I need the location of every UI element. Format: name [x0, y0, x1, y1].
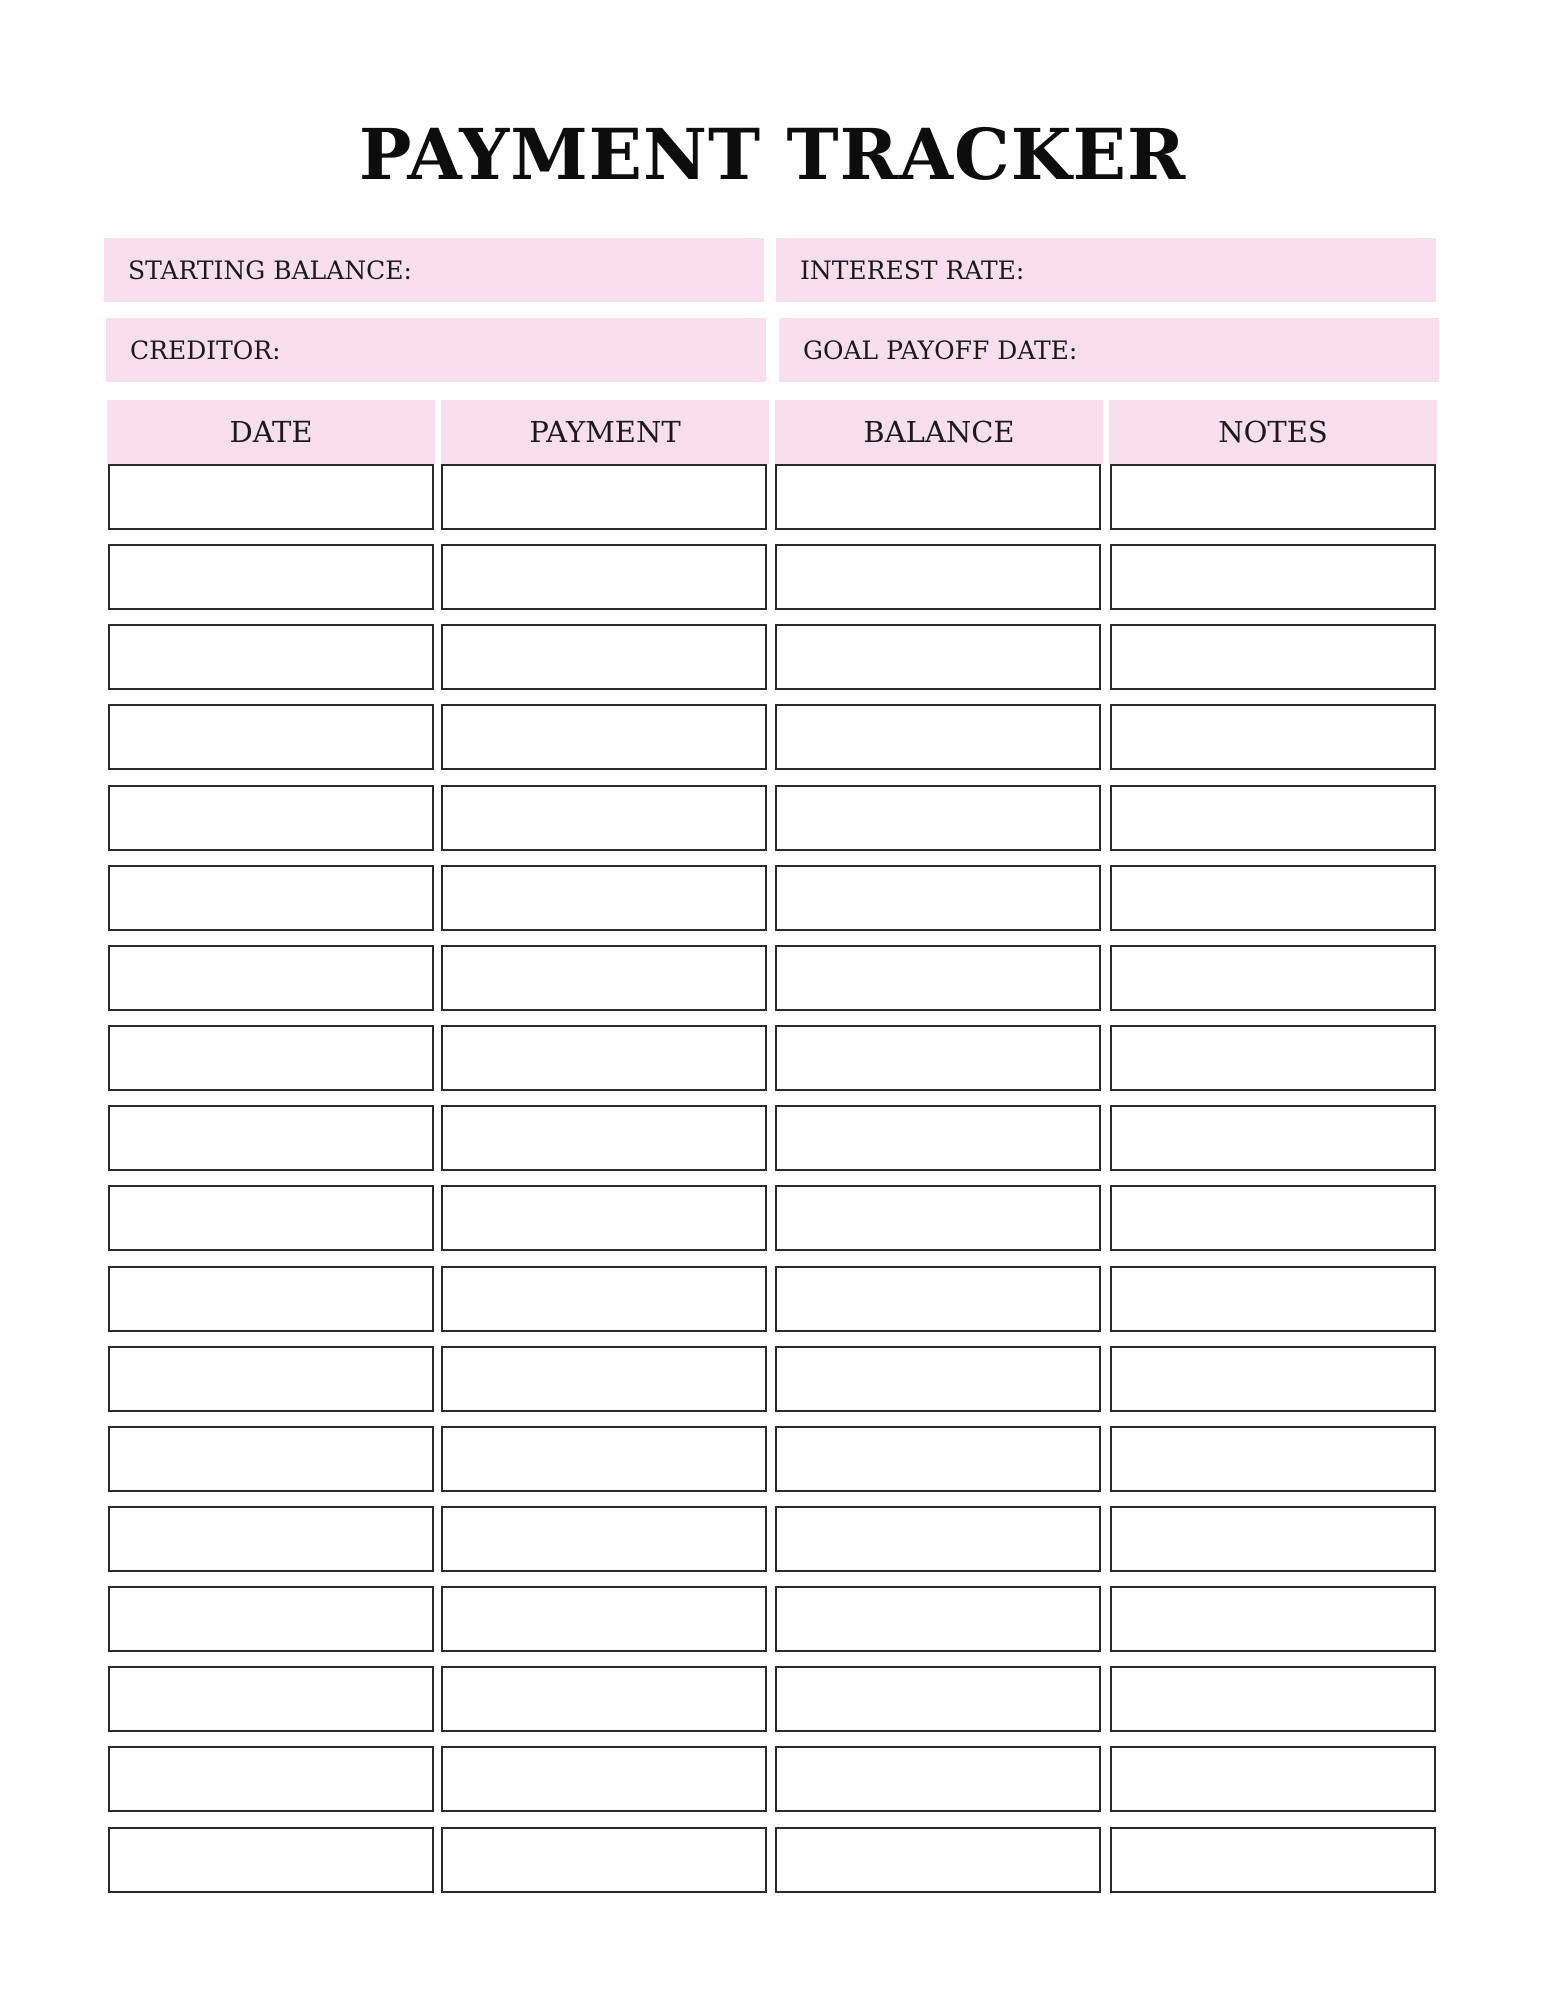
- table-cell-payment[interactable]: [441, 945, 767, 1011]
- table-cell-payment[interactable]: [441, 865, 767, 931]
- column-header-notes: NOTES: [1109, 400, 1437, 464]
- interest-rate-field[interactable]: [776, 238, 1436, 302]
- table-cell-date[interactable]: [108, 785, 434, 851]
- table-cell-notes[interactable]: [1110, 1746, 1436, 1812]
- table-cell-balance[interactable]: [775, 704, 1101, 770]
- table-cell-date[interactable]: [108, 945, 434, 1011]
- table-cell-date[interactable]: [108, 1746, 434, 1812]
- table-cell-notes[interactable]: [1110, 1185, 1436, 1251]
- table-cell-balance[interactable]: [775, 1586, 1101, 1652]
- column-header-balance: BALANCE: [775, 400, 1103, 464]
- table-cell-notes[interactable]: [1110, 1827, 1436, 1893]
- table-cell-payment[interactable]: [441, 1666, 767, 1732]
- table-cell-payment[interactable]: [441, 1746, 767, 1812]
- creditor-field[interactable]: [106, 318, 766, 382]
- table-cell-notes[interactable]: [1110, 1666, 1436, 1732]
- table-cell-date[interactable]: [108, 1185, 434, 1251]
- table-cell-balance[interactable]: [775, 1346, 1101, 1412]
- table-cell-date[interactable]: [108, 1426, 434, 1492]
- table-cell-payment[interactable]: [441, 624, 767, 690]
- table-cell-balance[interactable]: [775, 945, 1101, 1011]
- table-cell-balance[interactable]: [775, 1827, 1101, 1893]
- table-cell-payment[interactable]: [441, 1185, 767, 1251]
- table-cell-notes[interactable]: [1110, 785, 1436, 851]
- starting-balance-label: STARTING BALANCE:: [128, 255, 412, 285]
- goal-payoff-date-label: GOAL PAYOFF DATE:: [803, 335, 1078, 365]
- table-cell-notes[interactable]: [1110, 1346, 1436, 1412]
- table-cell-date[interactable]: [108, 544, 434, 610]
- column-header-payment: PAYMENT: [441, 400, 769, 464]
- table-cell-date[interactable]: [108, 1827, 434, 1893]
- table-cell-date[interactable]: [108, 704, 434, 770]
- table-cell-balance[interactable]: [775, 1426, 1101, 1492]
- table-cell-balance[interactable]: [775, 865, 1101, 931]
- table-cell-payment[interactable]: [441, 544, 767, 610]
- table-cell-date[interactable]: [108, 464, 434, 530]
- table-cell-balance[interactable]: [775, 785, 1101, 851]
- table-cell-balance[interactable]: [775, 464, 1101, 530]
- table-cell-balance[interactable]: [775, 1666, 1101, 1732]
- table-cell-notes[interactable]: [1110, 544, 1436, 610]
- table-cell-balance[interactable]: [775, 1185, 1101, 1251]
- table-cell-balance[interactable]: [775, 1105, 1101, 1171]
- page-title: PAYMENT TRACKER: [358, 113, 1187, 196]
- table-cell-balance[interactable]: [775, 1025, 1101, 1091]
- table-cell-date[interactable]: [108, 1666, 434, 1732]
- table-cell-balance[interactable]: [775, 1266, 1101, 1332]
- table-cell-payment[interactable]: [441, 1346, 767, 1412]
- table-cell-notes[interactable]: [1110, 464, 1436, 530]
- table-cell-payment[interactable]: [441, 1105, 767, 1171]
- table-cell-notes[interactable]: [1110, 1266, 1436, 1332]
- table-cell-date[interactable]: [108, 1025, 434, 1091]
- goal-payoff-date-field[interactable]: [779, 318, 1439, 382]
- table-cell-payment[interactable]: [441, 1025, 767, 1091]
- table-cell-date[interactable]: [108, 1266, 434, 1332]
- table-cell-balance[interactable]: [775, 624, 1101, 690]
- table-cell-date[interactable]: [108, 624, 434, 690]
- table-cell-notes[interactable]: [1110, 704, 1436, 770]
- creditor-label: CREDITOR:: [130, 335, 281, 365]
- table-cell-payment[interactable]: [441, 1426, 767, 1492]
- table-cell-payment[interactable]: [441, 1827, 767, 1893]
- table-cell-date[interactable]: [108, 865, 434, 931]
- table-cell-notes[interactable]: [1110, 1105, 1436, 1171]
- table-cell-payment[interactable]: [441, 1506, 767, 1572]
- table-cell-payment[interactable]: [441, 1266, 767, 1332]
- table-cell-notes[interactable]: [1110, 865, 1436, 931]
- table-cell-notes[interactable]: [1110, 1426, 1436, 1492]
- table-cell-date[interactable]: [108, 1346, 434, 1412]
- table-cell-balance[interactable]: [775, 1746, 1101, 1812]
- table-cell-payment[interactable]: [441, 704, 767, 770]
- table-cell-date[interactable]: [108, 1506, 434, 1572]
- starting-balance-field[interactable]: [104, 238, 764, 302]
- column-header-date: DATE: [107, 400, 435, 464]
- table-cell-payment[interactable]: [441, 785, 767, 851]
- table-cell-date[interactable]: [108, 1586, 434, 1652]
- interest-rate-label: INTEREST RATE:: [800, 255, 1025, 285]
- table-cell-notes[interactable]: [1110, 1506, 1436, 1572]
- table-cell-notes[interactable]: [1110, 945, 1436, 1011]
- table-cell-balance[interactable]: [775, 1506, 1101, 1572]
- table-cell-notes[interactable]: [1110, 1586, 1436, 1652]
- table-cell-notes[interactable]: [1110, 624, 1436, 690]
- table-cell-balance[interactable]: [775, 544, 1101, 610]
- table-cell-notes[interactable]: [1110, 1025, 1436, 1091]
- table-cell-date[interactable]: [108, 1105, 434, 1171]
- table-cell-payment[interactable]: [441, 1586, 767, 1652]
- table-cell-payment[interactable]: [441, 464, 767, 530]
